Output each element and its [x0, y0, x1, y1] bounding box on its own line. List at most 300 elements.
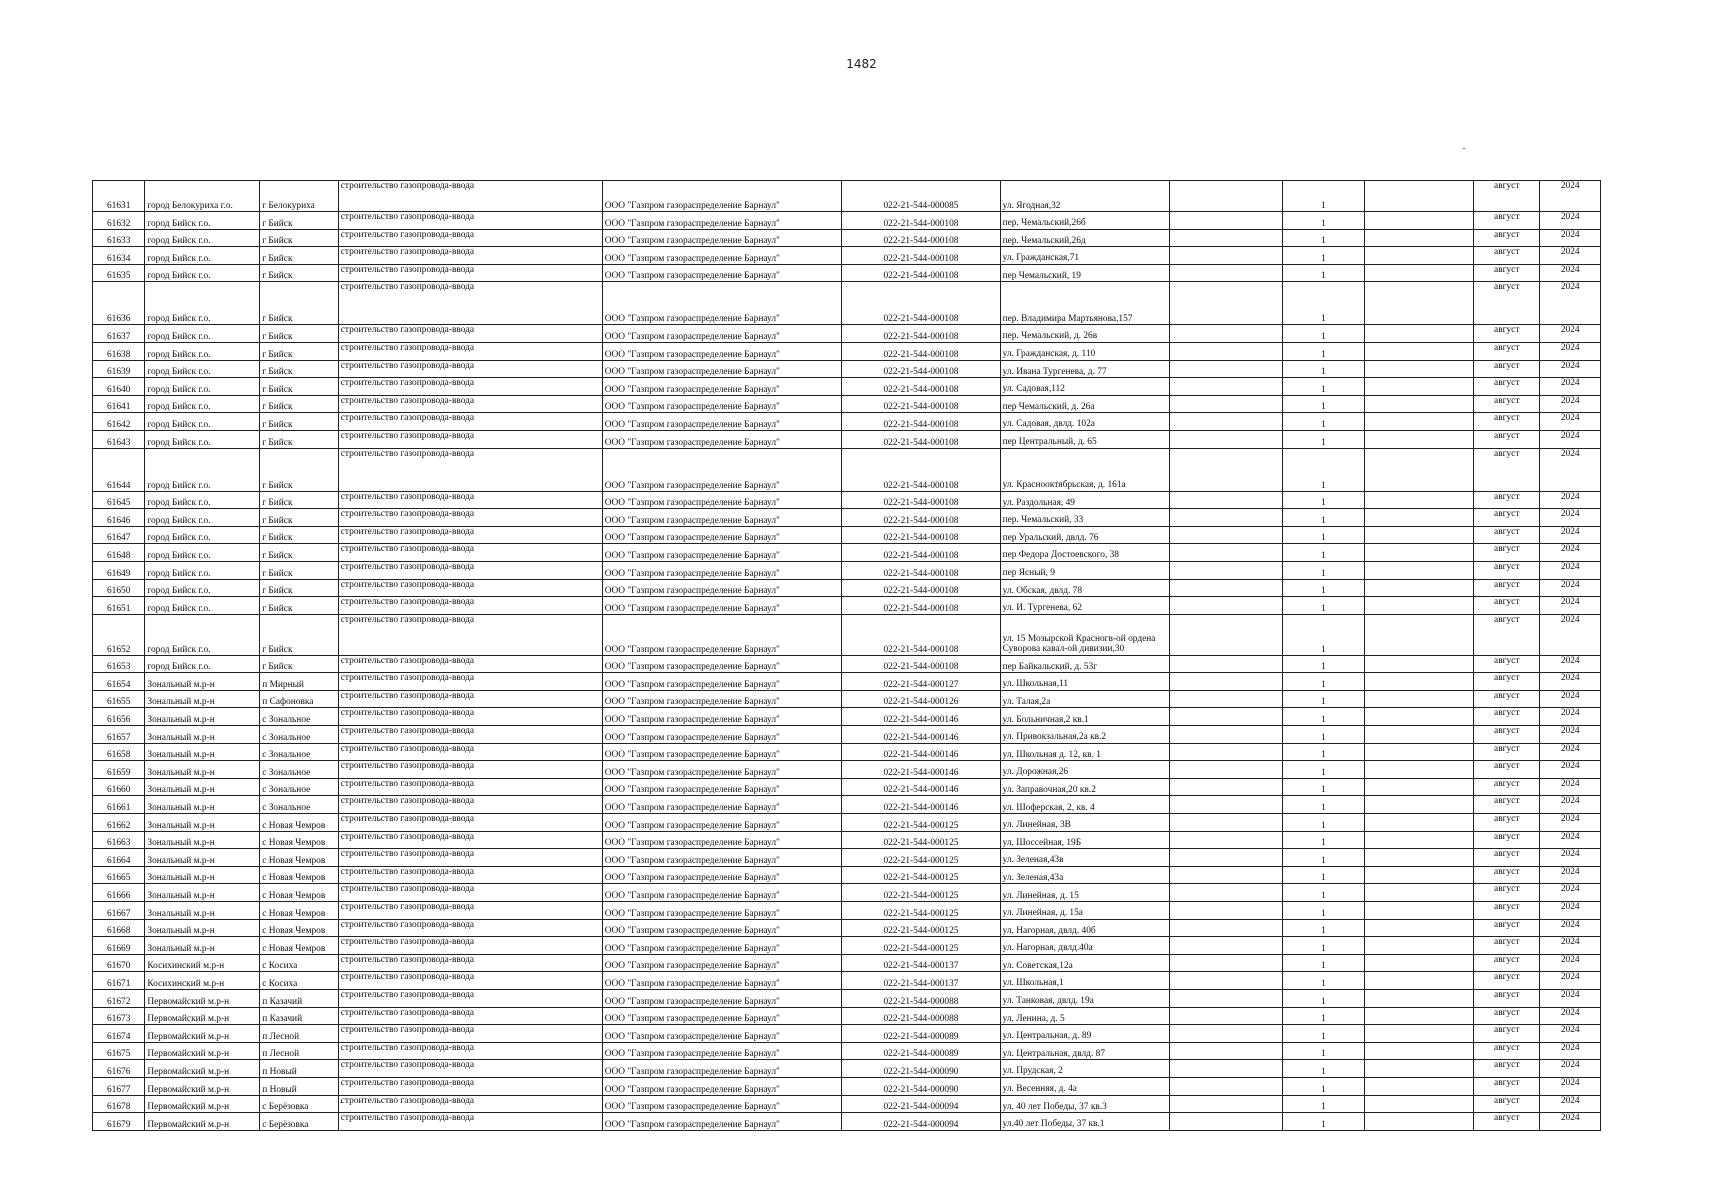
municipality-cell: город Бийск г.о. — [145, 579, 260, 597]
program-code-cell: 022-21-544-000125 — [842, 849, 1000, 867]
blank-cell-cell — [1365, 690, 1474, 708]
year-cell: 2024 — [1540, 849, 1601, 867]
year-cell: 2024 — [1540, 509, 1601, 527]
table-row — [93, 597, 1601, 615]
table-row — [93, 509, 1601, 527]
quantity-cell: 1 — [1282, 690, 1365, 708]
blank-cell-cell — [1365, 614, 1474, 655]
blank-cell-cell — [1365, 597, 1474, 615]
quantity-cell: 1 — [1282, 902, 1365, 920]
blank-cell-cell — [1169, 247, 1282, 265]
quantity-cell: 1 — [1282, 796, 1365, 814]
year-cell: 2024 — [1540, 814, 1601, 832]
table-row — [93, 360, 1601, 378]
table-row — [93, 491, 1601, 509]
blank-cell-cell — [1365, 282, 1474, 325]
program-code-cell: 022-21-544-000108 — [842, 491, 1000, 509]
organization-cell: ООО "Газпром газораспределение Барнаул" — [602, 579, 842, 597]
year-cell: 2024 — [1540, 342, 1601, 360]
organization-cell: ООО "Газпром газораспределение Барнаул" — [602, 1042, 842, 1060]
program-code-cell: 022-21-544-000146 — [842, 743, 1000, 761]
blank-cell-cell — [1169, 849, 1282, 867]
program-code-cell: 022-21-544-000108 — [842, 526, 1000, 544]
work-type-cell: строительство газопровода-ввода — [338, 430, 602, 448]
work-type-cell: строительство газопровода-ввода — [338, 1095, 602, 1113]
blank-cell-cell — [1169, 989, 1282, 1007]
year-cell: 2024 — [1540, 1042, 1601, 1060]
year-cell: 2024 — [1540, 972, 1601, 990]
organization-cell: ООО "Газпром газораспределение Барнаул" — [602, 761, 842, 779]
settlement-cell: с Новая Чемров — [260, 866, 339, 884]
municipality-cell: Зональный м.р-н — [145, 937, 260, 955]
municipality-cell: город Бийск г.о. — [145, 378, 260, 396]
program-code-cell: 022-21-544-000146 — [842, 726, 1000, 744]
quantity-cell: 1 — [1282, 247, 1365, 265]
settlement-cell: п Новый — [260, 1077, 339, 1095]
blank-cell-cell — [1365, 229, 1474, 247]
year-cell: 2024 — [1540, 1095, 1601, 1113]
organization-cell: ООО "Газпром газораспределение Барнаул" — [602, 360, 842, 378]
municipality-cell: Зональный м.р-н — [145, 690, 260, 708]
address-cell: ул. Ягодная,32 — [1000, 181, 1169, 212]
row-number-cell: 61632 — [93, 212, 145, 230]
row-number-cell: 61656 — [93, 708, 145, 726]
blank-cell-cell — [1169, 430, 1282, 448]
month-cell: август — [1473, 831, 1539, 849]
blank-cell-cell — [1169, 796, 1282, 814]
table-row — [93, 902, 1601, 920]
settlement-cell: п Лесной — [260, 1042, 339, 1060]
quantity-cell: 1 — [1282, 491, 1365, 509]
address-cell: ул. Садовая, двлд. 102а — [1000, 413, 1169, 431]
organization-cell: ООО "Газпром газораспределение Барнаул" — [602, 247, 842, 265]
program-code-cell: 022-21-544-000108 — [842, 264, 1000, 282]
address-cell: ул. Школьная,1 — [1000, 972, 1169, 990]
program-code-cell: 022-21-544-000108 — [842, 229, 1000, 247]
blank-cell-cell — [1365, 181, 1474, 212]
program-code-cell: 022-21-544-000089 — [842, 1025, 1000, 1043]
quantity-cell: 1 — [1282, 866, 1365, 884]
blank-cell-cell — [1365, 491, 1474, 509]
organization-cell: ООО "Газпром газораспределение Барнаул" — [602, 526, 842, 544]
address-cell: ул. Советская,12а — [1000, 954, 1169, 972]
month-cell: август — [1473, 1113, 1539, 1131]
month-cell: август — [1473, 708, 1539, 726]
quantity-cell: 1 — [1282, 430, 1365, 448]
row-number-cell: 61676 — [93, 1060, 145, 1078]
month-cell: август — [1473, 181, 1539, 212]
work-type-cell: строительство газопровода-ввода — [338, 342, 602, 360]
municipality-cell: Первомайский м.р-н — [145, 1007, 260, 1025]
address-cell: ул. Садовая,112 — [1000, 378, 1169, 396]
blank-cell-cell — [1365, 919, 1474, 937]
municipality-cell: Косихинский м.р-н — [145, 954, 260, 972]
municipality-cell: Зональный м.р-н — [145, 814, 260, 832]
year-cell: 2024 — [1540, 726, 1601, 744]
quantity-cell: 1 — [1282, 831, 1365, 849]
organization-cell: ООО "Газпром газораспределение Барнаул" — [602, 395, 842, 413]
organization-cell: ООО "Газпром газораспределение Барнаул" — [602, 884, 842, 902]
blank-cell-cell — [1365, 937, 1474, 955]
organization-cell: ООО "Газпром газораспределение Барнаул" — [602, 726, 842, 744]
quantity-cell: 1 — [1282, 989, 1365, 1007]
year-cell: 2024 — [1540, 673, 1601, 691]
address-cell: ул. Обская, двлд. 78 — [1000, 579, 1169, 597]
blank-cell-cell — [1365, 448, 1474, 491]
row-number-cell: 61666 — [93, 884, 145, 902]
program-code-cell: 022-21-544-000108 — [842, 360, 1000, 378]
work-type-cell: строительство газопровода-ввода — [338, 849, 602, 867]
blank-cell-cell — [1169, 561, 1282, 579]
organization-cell: ООО "Газпром газораспределение Барнаул" — [602, 1095, 842, 1113]
settlement-cell: с Зональное — [260, 726, 339, 744]
blank-cell-cell — [1365, 884, 1474, 902]
quantity-cell: 1 — [1282, 395, 1365, 413]
row-number-cell: 61657 — [93, 726, 145, 744]
settlement-cell: г Бийск — [260, 395, 339, 413]
row-number-cell: 61635 — [93, 264, 145, 282]
blank-cell-cell — [1365, 954, 1474, 972]
blank-cell-cell — [1169, 954, 1282, 972]
month-cell: август — [1473, 673, 1539, 691]
address-cell: ул. И. Тургенева, 62 — [1000, 597, 1169, 615]
municipality-cell: город Бийск г.о. — [145, 561, 260, 579]
work-type-cell: строительство газопровода-ввода — [338, 989, 602, 1007]
municipality-cell: Зональный м.р-н — [145, 726, 260, 744]
organization-cell: ООО "Газпром газораспределение Барнаул" — [602, 282, 842, 325]
program-code-cell: 022-21-544-000088 — [842, 1007, 1000, 1025]
blank-cell-cell — [1169, 491, 1282, 509]
table-row — [93, 1060, 1601, 1078]
organization-cell: ООО "Газпром газораспределение Барнаул" — [602, 1007, 842, 1025]
month-cell: август — [1473, 395, 1539, 413]
address-cell: ул. Шоссейная, 19Б — [1000, 831, 1169, 849]
program-code-cell: 022-21-544-000108 — [842, 579, 1000, 597]
year-cell: 2024 — [1540, 954, 1601, 972]
row-number-cell: 61678 — [93, 1095, 145, 1113]
address-cell: пер. Чемальский,26б — [1000, 212, 1169, 230]
organization-cell: ООО "Газпром газораспределение Барнаул" — [602, 954, 842, 972]
page-number: 1482 — [846, 57, 877, 71]
address-cell: ул. Талая,2а — [1000, 690, 1169, 708]
quantity-cell: 1 — [1282, 761, 1365, 779]
blank-cell-cell — [1365, 866, 1474, 884]
address-cell: ул. Нагорная, двлд.40а — [1000, 937, 1169, 955]
row-number-cell: 61641 — [93, 395, 145, 413]
municipality-cell: Первомайский м.р-н — [145, 1077, 260, 1095]
blank-cell-cell — [1365, 413, 1474, 431]
month-cell: август — [1473, 902, 1539, 920]
year-cell: 2024 — [1540, 1025, 1601, 1043]
address-cell: пер Федора Достоевского, 38 — [1000, 544, 1169, 562]
settlement-cell: г Бийск — [260, 655, 339, 673]
month-cell: август — [1473, 778, 1539, 796]
month-cell: август — [1473, 1007, 1539, 1025]
month-cell: август — [1473, 1025, 1539, 1043]
blank-cell-cell — [1365, 378, 1474, 396]
blank-cell-cell — [1169, 342, 1282, 360]
blank-cell-cell — [1169, 972, 1282, 990]
address-cell: ул. Ивана Тургенева, д. 77 — [1000, 360, 1169, 378]
municipality-cell: город Бийск г.о. — [145, 325, 260, 343]
work-type-cell: строительство газопровода-ввода — [338, 413, 602, 431]
quantity-cell: 1 — [1282, 413, 1365, 431]
month-cell: август — [1473, 937, 1539, 955]
blank-cell-cell — [1365, 1025, 1474, 1043]
quantity-cell: 1 — [1282, 360, 1365, 378]
table-row — [93, 1077, 1601, 1095]
table-row — [93, 526, 1601, 544]
table-row — [93, 561, 1601, 579]
year-cell: 2024 — [1540, 360, 1601, 378]
blank-cell-cell — [1365, 247, 1474, 265]
month-cell: август — [1473, 919, 1539, 937]
quantity-cell: 1 — [1282, 1025, 1365, 1043]
settlement-cell: г Бийск — [260, 325, 339, 343]
program-code-cell: 022-21-544-000137 — [842, 972, 1000, 990]
address-cell: ул. Центральная, двлд. 87 — [1000, 1042, 1169, 1060]
organization-cell: ООО "Газпром газораспределение Барнаул" — [602, 212, 842, 230]
settlement-cell: г Бийск — [260, 282, 339, 325]
organization-cell: ООО "Газпром газораспределение Барнаул" — [602, 1113, 842, 1131]
blank-cell-cell — [1365, 708, 1474, 726]
table-row — [93, 831, 1601, 849]
year-cell: 2024 — [1540, 690, 1601, 708]
month-cell: август — [1473, 989, 1539, 1007]
blank-cell-cell — [1169, 866, 1282, 884]
blank-cell-cell — [1365, 849, 1474, 867]
settlement-cell: г Бийск — [260, 561, 339, 579]
municipality-cell: город Бийск г.о. — [145, 395, 260, 413]
organization-cell: ООО "Газпром газораспределение Барнаул" — [602, 673, 842, 691]
organization-cell: ООО "Газпром газораспределение Барнаул" — [602, 989, 842, 1007]
quantity-cell: 1 — [1282, 1007, 1365, 1025]
row-number-cell: 61672 — [93, 989, 145, 1007]
gas-connection-registry-table — [92, 180, 1601, 1131]
quantity-cell: 1 — [1282, 954, 1365, 972]
scan-speck — [1463, 148, 1465, 149]
work-type-cell: строительство газопровода-ввода — [338, 325, 602, 343]
program-code-cell: 022-21-544-000146 — [842, 796, 1000, 814]
organization-cell: ООО "Газпром газораспределение Барнаул" — [602, 229, 842, 247]
table-row — [93, 544, 1601, 562]
organization-cell: ООО "Газпром газораспределение Барнаул" — [602, 796, 842, 814]
settlement-cell: с Зональное — [260, 761, 339, 779]
year-cell: 2024 — [1540, 796, 1601, 814]
organization-cell: ООО "Газпром газораспределение Барнаул" — [602, 972, 842, 990]
blank-cell-cell — [1365, 1113, 1474, 1131]
work-type-cell: строительство газопровода-ввода — [338, 448, 602, 491]
organization-cell: ООО "Газпром газораспределение Барнаул" — [602, 544, 842, 562]
month-cell: август — [1473, 264, 1539, 282]
program-code-cell: 022-21-544-000108 — [842, 509, 1000, 527]
month-cell: август — [1473, 866, 1539, 884]
address-cell: пер Чемальский, 19 — [1000, 264, 1169, 282]
municipality-cell: Косихинский м.р-н — [145, 972, 260, 990]
blank-cell-cell — [1169, 761, 1282, 779]
year-cell: 2024 — [1540, 989, 1601, 1007]
municipality-cell: Зональный м.р-н — [145, 884, 260, 902]
settlement-cell: с Косиха — [260, 972, 339, 990]
settlement-cell: с Новая Чемров — [260, 831, 339, 849]
blank-cell-cell — [1365, 972, 1474, 990]
program-code-cell: 022-21-544-000108 — [842, 597, 1000, 615]
quantity-cell: 1 — [1282, 264, 1365, 282]
year-cell: 2024 — [1540, 491, 1601, 509]
month-cell: август — [1473, 561, 1539, 579]
quantity-cell: 1 — [1282, 614, 1365, 655]
year-cell: 2024 — [1540, 378, 1601, 396]
organization-cell: ООО "Газпром газораспределение Барнаул" — [602, 264, 842, 282]
blank-cell-cell — [1169, 579, 1282, 597]
blank-cell-cell — [1365, 342, 1474, 360]
year-cell: 2024 — [1540, 1113, 1601, 1131]
program-code-cell: 022-21-544-000125 — [842, 884, 1000, 902]
settlement-cell: г Бийск — [260, 544, 339, 562]
quantity-cell: 1 — [1282, 708, 1365, 726]
month-cell: август — [1473, 690, 1539, 708]
row-number-cell: 61633 — [93, 229, 145, 247]
blank-cell-cell — [1365, 778, 1474, 796]
blank-cell-cell — [1365, 395, 1474, 413]
address-cell: пер Байкальский, д. 53г — [1000, 655, 1169, 673]
work-type-cell: строительство газопровода-ввода — [338, 1077, 602, 1095]
month-cell: август — [1473, 814, 1539, 832]
quantity-cell: 1 — [1282, 814, 1365, 832]
work-type-cell: строительство газопровода-ввода — [338, 597, 602, 615]
work-type-cell: строительство газопровода-ввода — [338, 726, 602, 744]
row-number-cell: 61638 — [93, 342, 145, 360]
row-number-cell: 61662 — [93, 814, 145, 832]
work-type-cell: строительство газопровода-ввода — [338, 526, 602, 544]
year-cell: 2024 — [1540, 395, 1601, 413]
month-cell: август — [1473, 448, 1539, 491]
row-number-cell: 61658 — [93, 743, 145, 761]
blank-cell-cell — [1365, 526, 1474, 544]
blank-cell-cell — [1365, 743, 1474, 761]
program-code-cell: 022-21-544-000108 — [842, 247, 1000, 265]
settlement-cell: г Бийск — [260, 430, 339, 448]
blank-cell-cell — [1169, 229, 1282, 247]
blank-cell-cell — [1365, 796, 1474, 814]
blank-cell-cell — [1169, 814, 1282, 832]
blank-cell-cell — [1169, 1113, 1282, 1131]
year-cell: 2024 — [1540, 614, 1601, 655]
work-type-cell: строительство газопровода-ввода — [338, 264, 602, 282]
table-row — [93, 282, 1601, 325]
table-row — [93, 989, 1601, 1007]
municipality-cell: Первомайский м.р-н — [145, 1025, 260, 1043]
table-row — [93, 690, 1601, 708]
program-code-cell: 022-21-544-000090 — [842, 1077, 1000, 1095]
program-code-cell: 022-21-544-000094 — [842, 1095, 1000, 1113]
blank-cell-cell — [1365, 509, 1474, 527]
organization-cell: ООО "Газпром газораспределение Барнаул" — [602, 814, 842, 832]
program-code-cell: 022-21-544-000108 — [842, 212, 1000, 230]
table-row — [93, 1095, 1601, 1113]
year-cell: 2024 — [1540, 579, 1601, 597]
organization-cell: ООО "Газпром газораспределение Барнаул" — [602, 1077, 842, 1095]
row-number-cell: 61673 — [93, 1007, 145, 1025]
table-row — [93, 796, 1601, 814]
month-cell: август — [1473, 614, 1539, 655]
organization-cell: ООО "Газпром газораспределение Барнаул" — [602, 342, 842, 360]
blank-cell-cell — [1169, 831, 1282, 849]
month-cell: август — [1473, 342, 1539, 360]
program-code-cell: 022-21-544-000108 — [842, 342, 1000, 360]
month-cell: август — [1473, 212, 1539, 230]
blank-cell-cell — [1365, 726, 1474, 744]
program-code-cell: 022-21-544-000146 — [842, 778, 1000, 796]
blank-cell-cell — [1169, 614, 1282, 655]
work-type-cell: строительство газопровода-ввода — [338, 181, 602, 212]
year-cell: 2024 — [1540, 1077, 1601, 1095]
blank-cell-cell — [1365, 1007, 1474, 1025]
address-cell: ул. Ленина, д. 5 — [1000, 1007, 1169, 1025]
blank-cell-cell — [1169, 673, 1282, 691]
municipality-cell: Зональный м.р-н — [145, 708, 260, 726]
year-cell: 2024 — [1540, 866, 1601, 884]
row-number-cell: 61652 — [93, 614, 145, 655]
quantity-cell: 1 — [1282, 1113, 1365, 1131]
row-number-cell: 61659 — [93, 761, 145, 779]
program-code-cell: 022-21-544-000146 — [842, 708, 1000, 726]
organization-cell: ООО "Газпром газораспределение Барнаул" — [602, 690, 842, 708]
row-number-cell: 61679 — [93, 1113, 145, 1131]
table-row — [93, 1007, 1601, 1025]
municipality-cell: Первомайский м.р-н — [145, 1113, 260, 1131]
table-row — [93, 972, 1601, 990]
row-number-cell: 61647 — [93, 526, 145, 544]
municipality-cell: Зональный м.р-н — [145, 796, 260, 814]
municipality-cell: Зональный м.р-н — [145, 673, 260, 691]
month-cell: август — [1473, 743, 1539, 761]
row-number-cell: 61663 — [93, 831, 145, 849]
program-code-cell: 022-21-544-000108 — [842, 430, 1000, 448]
address-cell: ул. Весенняя, д. 4а — [1000, 1077, 1169, 1095]
table-row — [93, 919, 1601, 937]
quantity-cell: 1 — [1282, 597, 1365, 615]
work-type-cell: строительство газопровода-ввода — [338, 673, 602, 691]
address-cell: ул. Зеленая,43в — [1000, 849, 1169, 867]
address-cell: пер Уральский, двлд. 76 — [1000, 526, 1169, 544]
table-row — [93, 937, 1601, 955]
address-cell: ул. Линейная, д. 15а — [1000, 902, 1169, 920]
row-number-cell: 61634 — [93, 247, 145, 265]
blank-cell-cell — [1169, 212, 1282, 230]
settlement-cell: с Новая Чемров — [260, 814, 339, 832]
settlement-cell: г Бийск — [260, 614, 339, 655]
program-code-cell: 022-21-544-000108 — [842, 282, 1000, 325]
address-cell: ул. Танковая, двлд. 19а — [1000, 989, 1169, 1007]
month-cell: август — [1473, 325, 1539, 343]
blank-cell-cell — [1365, 561, 1474, 579]
blank-cell-cell — [1365, 902, 1474, 920]
table-row — [93, 325, 1601, 343]
quantity-cell: 1 — [1282, 1060, 1365, 1078]
program-code-cell: 022-21-544-000108 — [842, 325, 1000, 343]
municipality-cell: Первомайский м.р-н — [145, 1042, 260, 1060]
table-row — [93, 448, 1601, 491]
blank-cell-cell — [1169, 448, 1282, 491]
quantity-cell: 1 — [1282, 229, 1365, 247]
blank-cell-cell — [1169, 655, 1282, 673]
municipality-cell: Зональный м.р-н — [145, 849, 260, 867]
blank-cell-cell — [1169, 360, 1282, 378]
blank-cell-cell — [1169, 690, 1282, 708]
settlement-cell: п Казачий — [260, 989, 339, 1007]
row-number-cell: 61650 — [93, 579, 145, 597]
